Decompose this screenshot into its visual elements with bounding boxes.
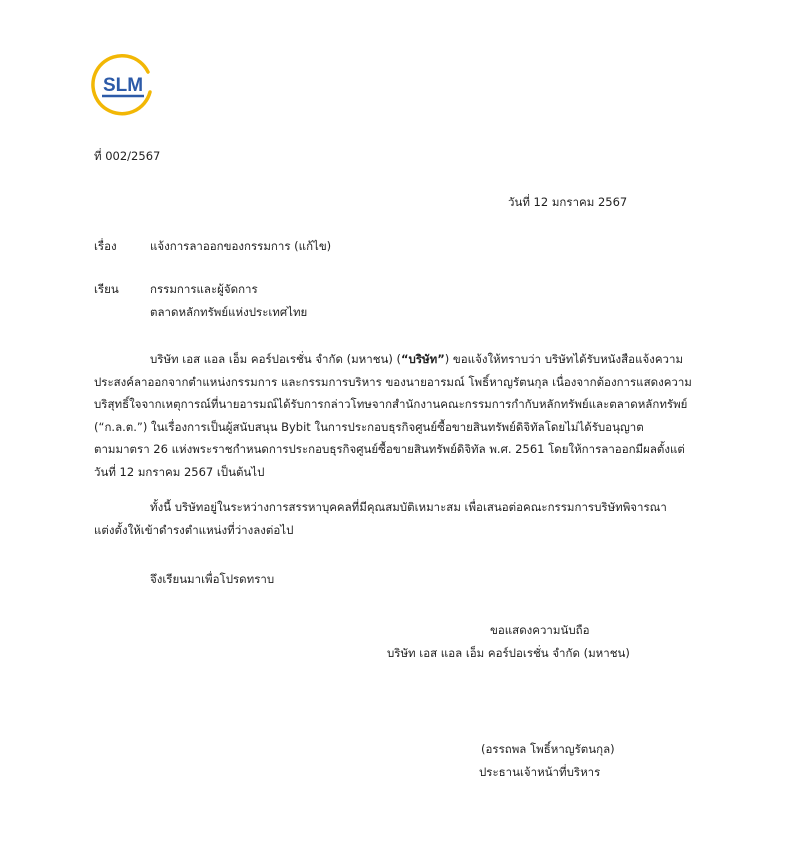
logo-text: SLM [102,75,144,96]
paragraph-line: (“ก.ล.ต.”) ในเรื่องการเป็นผู้สนับสนุน Bybit ในการประกอบธุรกิจศูนย์ซื้อขายสินทรัพย์ดิจิทัลโดยไม่ได้รับอนุญาต [94,419,644,434]
reference-number: ที่ 002/2567 [94,149,161,163]
subject-text: แจ้งการลาออกของกรรมการ (แก้ไข) [150,239,332,253]
closing-line: จึงเรียนมาเพื่อโปรดทราบ [150,572,275,586]
text-run: บริษัท เอส แอล เอ็ม คอร์ปอเรชั่น จำกัด (มหาชน) ( [150,352,401,366]
body-paragraph-1 [94,348,716,483]
recipient-line: ตลาดหลักทรัพย์แห่งประเทศไทย [150,305,308,319]
regards-line: ขอแสดงความนับถือ [490,623,590,637]
text-run: ) ขอแจ้งให้ทราบว่า บริษัทได้รับหนังสือแจ้งความ [444,352,684,366]
recipient-line: กรรมการและผู้จัดการ [150,282,258,296]
signer-title: ประธานเจ้าหน้าที่บริหาร [479,765,601,779]
paragraph-line [94,348,716,371]
paragraph-line: ประสงค์ลาออกจากตำแหน่งกรรมการ และกรรมการบริหาร ของนายอารมณ์ โพธิ์หาญรัตนกุล เนื่องจากต้องการแสดงความ [94,374,692,389]
subject-label: เรื่อง [94,239,117,253]
recipient-label: เรียน [94,282,119,296]
letter-date: วันที่ 12 มกราคม 2567 [508,195,628,209]
paragraph-line: ตามมาตรา 26 แห่งพระราชกำหนดการประกอบธุรกิจศูนย์ซื้อขายสินทรัพย์ดิจิทัล พ.ศ. 2561 โดยให้การลาออกมีผลตั้งแต่ [94,442,685,456]
body-paragraph-2 [94,496,716,541]
company-logo [88,50,158,116]
signer-name: (อรรถพล โพธิ์หาญรัตนกุล) [481,742,615,756]
paragraph-line: บริสุทธิ์ใจจากเหตุการณ์ที่นายอารมณ์ได้รับการกล่าวโทษจากสำนักงานคณะกรรมการกำกับหลักทรัพย์และตลาดหลักทรัพย์ [94,397,688,411]
company-name: บริษัท เอส แอล เอ็ม คอร์ปอเรชั่น จำกัด (มหาชน) [387,646,630,660]
paragraph-line: แต่งตั้งให้เข้าดำรงตำแหน่งที่ว่างลงต่อไป [94,522,294,537]
paragraph-line: วันที่ 12 มกราคม 2567 เป็นต้นไป [94,464,265,479]
paragraph-line: ทั้งนี้ บริษัทอยู่ในระหว่างการสรรหาบุคคลที่มีคุณสมบัติเหมาะสม เพื่อเสนอต่อคณะกรรมการบริษัทพิจารณา [150,500,667,514]
defined-term: “บริษัท” [401,352,445,366]
